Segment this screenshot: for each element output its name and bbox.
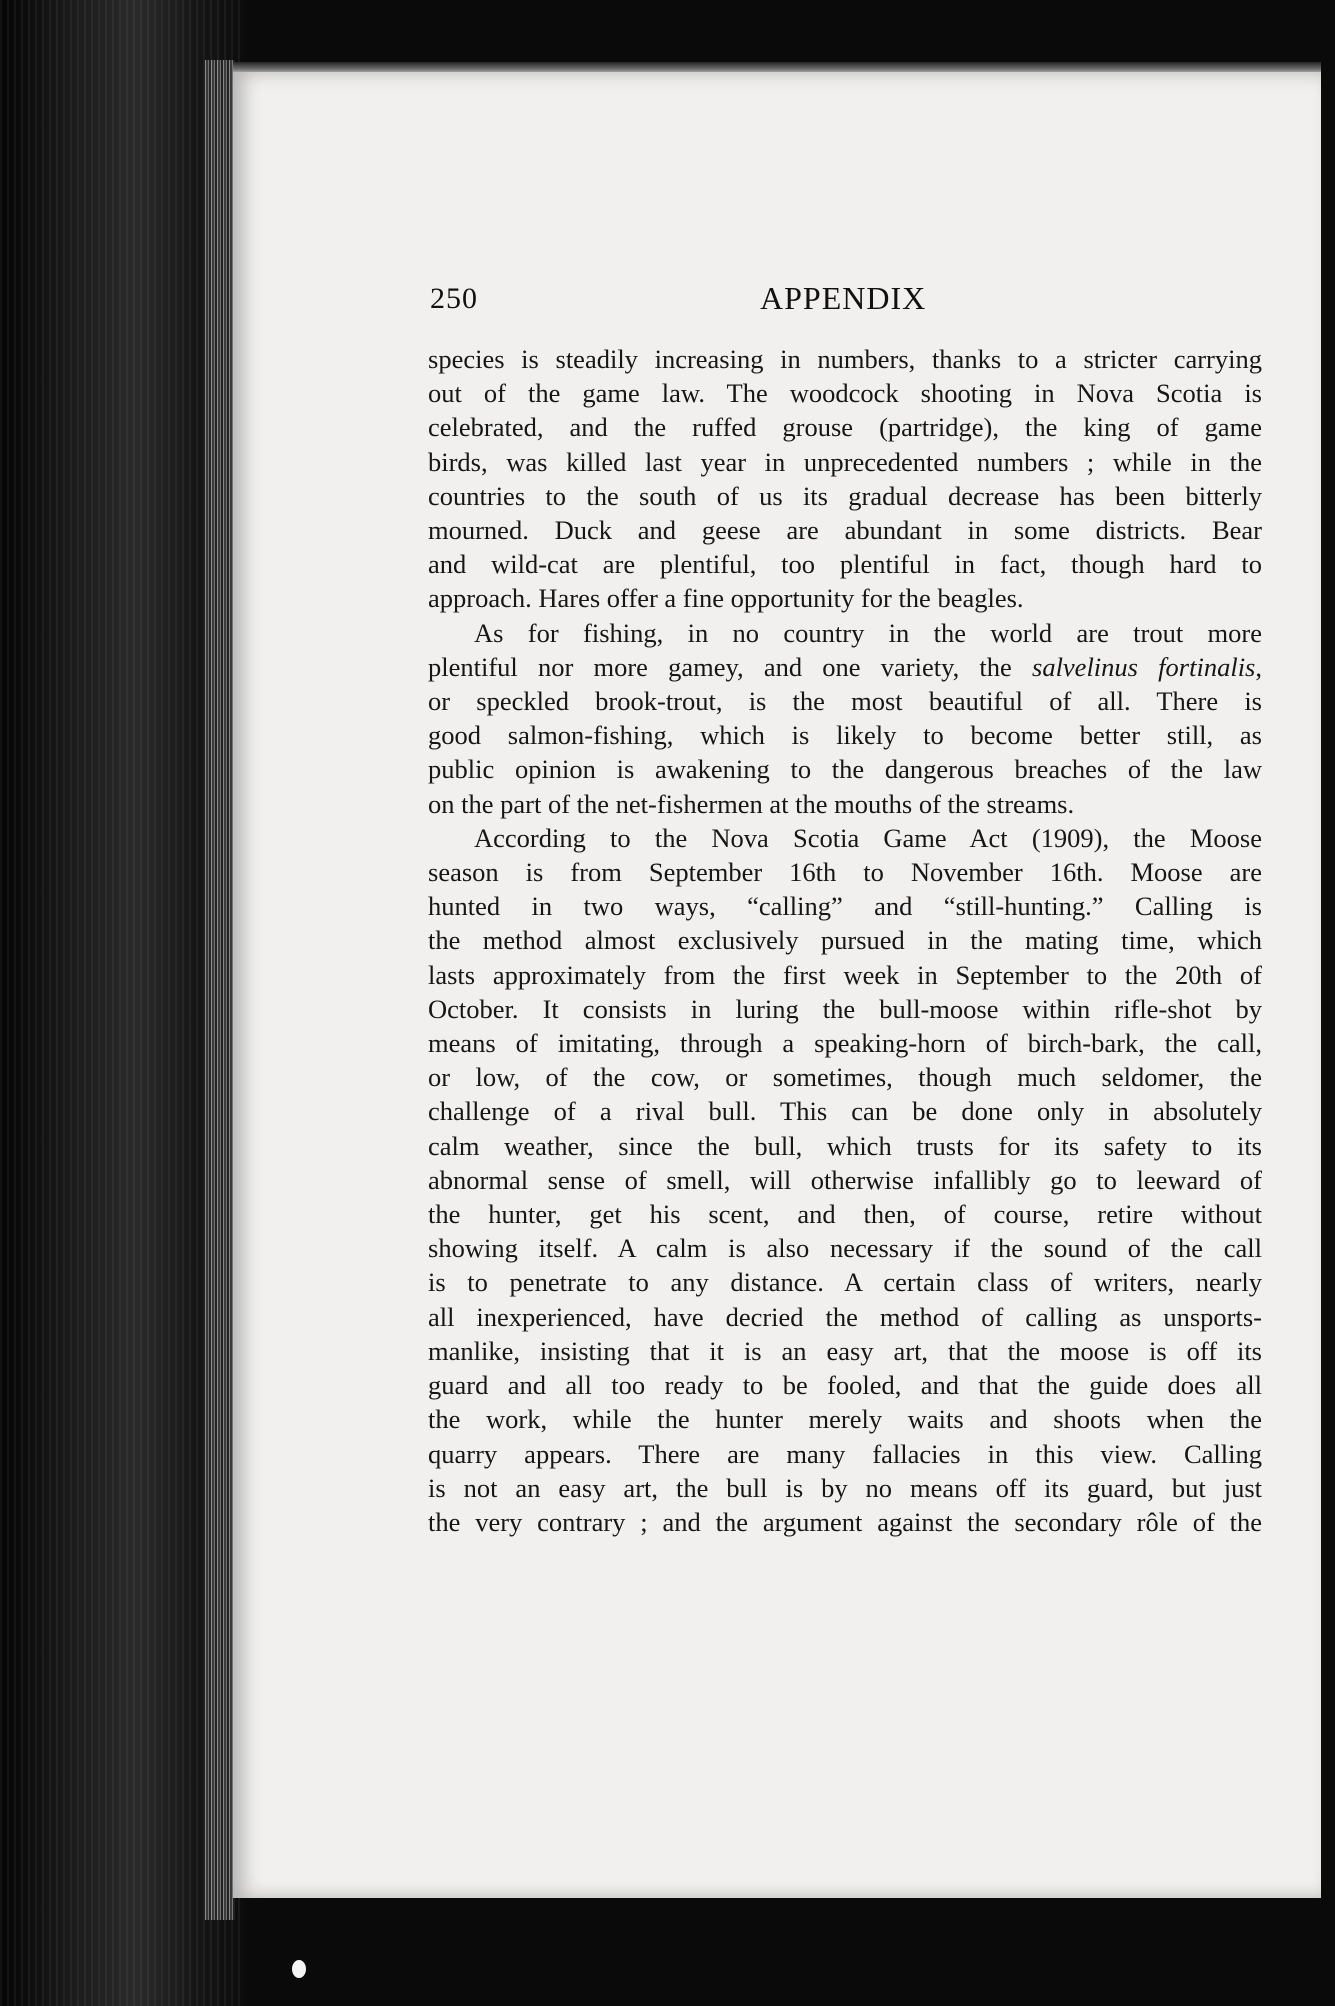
text-line: good salmon-fishing, which is likely to become better still, as bbox=[428, 720, 1262, 751]
text-line: or speckled brook-trout, is the most beautiful of all. There is bbox=[428, 686, 1262, 717]
text-line: countries to the south of us its gradual decrease has been bitterly bbox=[428, 480, 1262, 511]
text-line: mourned. Duck and geese are abundant in some districts. Bear bbox=[428, 515, 1262, 546]
italic-species-name: salvelinus fortinalis bbox=[1032, 651, 1256, 682]
text-line: birds, was killed last year in unprecedented numbers ; while in the bbox=[428, 446, 1262, 477]
text-line: the work, while the hunter merely waits and shoots when the bbox=[428, 1404, 1262, 1435]
text-line: species is steadily increasing in numbers, thanks to a stricter carrying bbox=[428, 344, 1262, 374]
text-line: As for fishing, in no country in the world are trout more bbox=[474, 617, 1262, 648]
text-line: According to the Nova Scotia Game Act (1909), the Moose bbox=[474, 822, 1262, 853]
page-header bbox=[430, 280, 1260, 330]
running-head: APPENDIX bbox=[760, 280, 927, 316]
text-line-with-italic bbox=[428, 650, 1262, 684]
text-line: October. It consists in luring the bull-moose within rifle-shot by bbox=[428, 993, 1262, 1024]
text-line: public opinion is awakening to the dangerous breaches of the law bbox=[428, 754, 1262, 785]
text-fragment: plentiful nor more gamey, and one variety, the bbox=[428, 651, 1032, 682]
text-line: abnormal sense of smell, will otherwise infallibly go to leeward of bbox=[428, 1164, 1262, 1195]
text-line: the very contrary ; and the argument against the secondary rôle of the bbox=[428, 1506, 1262, 1537]
page-stack-edge bbox=[205, 60, 235, 1920]
text-line: guard and all too ready to be fooled, and that the guide does all bbox=[428, 1370, 1262, 1401]
text-line: season is from September 16th to November 16th. Moose are bbox=[428, 857, 1262, 888]
text-line: hunted in two ways, “calling” and “still-hunting.” Calling is bbox=[428, 891, 1262, 922]
text-line: all inexperienced, have decried the method of calling as unsports- bbox=[428, 1301, 1262, 1332]
text-line: approach. Hares offer a fine opportunity for the beagles. bbox=[428, 583, 1024, 614]
text-line: challenge of a rival bull. This can be done only in absolutely bbox=[428, 1096, 1262, 1127]
paragraph-2 bbox=[428, 616, 1262, 821]
text-line: quarry appears. There are many fallacies in this view. Calling bbox=[428, 1438, 1262, 1469]
text-line: the method almost exclusively pursued in the mating time, which bbox=[428, 925, 1262, 956]
text-fragment: , bbox=[1255, 651, 1262, 682]
page-number: 250 bbox=[430, 282, 478, 315]
text-line: means of imitating, through a speaking-horn of birch-bark, the call, bbox=[428, 1028, 1262, 1059]
text-line: lasts approximately from the first week in September to the 20th of bbox=[428, 959, 1262, 990]
text-line: or low, of the cow, or sometimes, though much seldomer, the bbox=[428, 1062, 1262, 1093]
text-line: calm weather, since the bull, which trusts for its safety to its bbox=[428, 1130, 1262, 1161]
paragraph-1 bbox=[428, 342, 1262, 616]
paragraph-3 bbox=[428, 821, 1262, 1539]
text-line: showing itself. A calm is also necessary if the sound of the call bbox=[428, 1233, 1262, 1264]
scan-speck bbox=[292, 1960, 306, 1978]
text-line: on the part of the net-fishermen at the mouths of the streams. bbox=[428, 788, 1075, 819]
text-line: is not an easy art, the bull is by no means off its guard, but just bbox=[428, 1472, 1262, 1503]
body-text bbox=[428, 342, 1262, 1539]
text-line: manlike, insisting that it is an easy art, that the moose is off its bbox=[428, 1335, 1262, 1366]
text-line: and wild-cat are plentiful, too plentiful in fact, though hard to bbox=[428, 549, 1262, 580]
text-line: celebrated, and the ruffed grouse (partridge), the king of game bbox=[428, 412, 1262, 443]
text-line: is to penetrate to any distance. A certain class of writers, nearly bbox=[428, 1267, 1262, 1298]
text-line: the hunter, get his scent, and then, of course, retire without bbox=[428, 1199, 1262, 1230]
text-line: out of the game law. The woodcock shooting in Nova Scotia is bbox=[428, 378, 1262, 409]
